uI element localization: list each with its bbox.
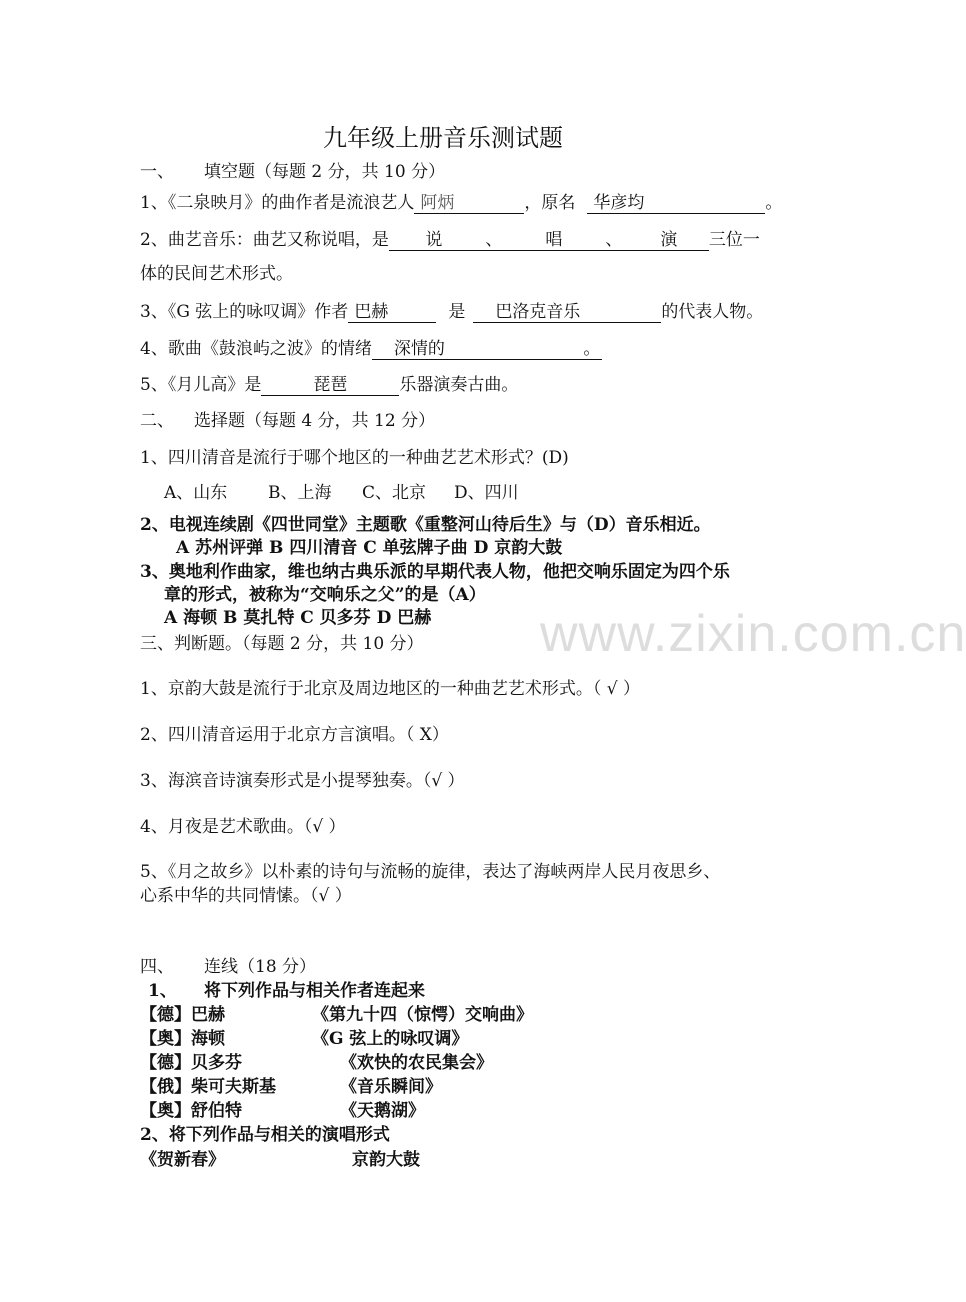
section-2-title: 选择题（每题 4 分，共 12 分） (194, 411, 436, 431)
answer-blank: 唱 (509, 230, 599, 251)
section-2-number: 二、 (140, 411, 174, 431)
answer-blank: 巴赫 (348, 302, 436, 323)
question-text: 2、曲艺音乐：曲艺又称说唱，是 (140, 230, 389, 250)
question-text: 5、《月儿高》是 (140, 375, 262, 395)
question-text: ，原名 (524, 193, 576, 213)
question-text: 3、《G 弦上的咏叹调》作者 (140, 302, 349, 322)
question-4-1-number: 1、 (148, 981, 177, 1001)
work-item: 《欢快的农民集会》 (340, 1053, 493, 1073)
question-2-3-options: A 海顿 B 莫扎特 C 贝多芬 D 巴赫 (164, 608, 432, 628)
question-1-3 (140, 302, 763, 323)
author-item: 【奥】舒伯特 (140, 1101, 242, 1121)
answer-blank: 琵琶 (261, 375, 399, 396)
question-2-3-line-2: 章的形式，被称为“交响乐之父”的是（A） (164, 585, 486, 605)
answer-blank: 阿炳 (414, 193, 524, 214)
question-text: 是 (448, 302, 466, 322)
question-1-4 (140, 339, 602, 360)
question-4-2-heading: 2、将下列作品与相关的演唱形式 (140, 1125, 390, 1145)
work-item: 《G 弦上的咏叹调》 (312, 1029, 469, 1049)
option-c: C、北京 (362, 483, 427, 503)
separator: 、 (599, 230, 629, 251)
question-text: 三位一 (708, 230, 760, 250)
question-1-2 (140, 230, 760, 251)
question-text: 的代表人物。 (661, 302, 764, 322)
work-item: 《音乐瞬间》 (340, 1077, 442, 1097)
watermark: www.zixin.com.cn (540, 605, 966, 663)
section-1-number: 一、 (140, 162, 174, 182)
option-b: B、上海 (268, 483, 332, 503)
section-4-heading (140, 957, 316, 977)
question-4-1-title: 将下列作品与相关作者连起来 (204, 981, 425, 1001)
question-1-2-continued: 体的民间艺术形式。 (140, 264, 293, 284)
question-3-1: 1、京韵大鼓是流行于北京及周边地区的一种曲艺艺术形式。（ √ ） (140, 679, 640, 699)
question-text: 1、《二泉映月》的曲作者是流浪艺人 (140, 193, 415, 213)
author-item: 【俄】柴可夫斯基 (140, 1077, 276, 1097)
option-d: D、四川 (454, 483, 519, 503)
question-2-1-options (164, 483, 519, 503)
author-item: 【德】贝多芬 (140, 1053, 242, 1073)
answer-blank: 说 (389, 230, 479, 251)
question-3-5-line-1: 5、《月之故乡》以朴素的诗句与流畅的旋律，表达了海峡两岸人民月夜思乡、 (140, 862, 721, 882)
question-3-5-line-2: 心系中华的共同情愫。（√ ） (140, 886, 352, 906)
work-item: 《第九十四（惊愕）交响曲》 (312, 1005, 533, 1025)
answer-blank: 深情的 (372, 339, 582, 360)
section-4-number: 四、 (140, 957, 174, 977)
section-2-heading (140, 411, 435, 431)
question-3-4: 4、月夜是艺术歌曲。（√ ） (140, 817, 346, 837)
question-2-3-line-1: 3、奥地利作曲家，维也纳古典乐派的早期代表人物，他把交响乐固定为四个乐 (140, 562, 730, 582)
question-2-2-options: A 苏州评弹 B 四川清音 C 单弦牌子曲 D 京韵大鼓 (176, 538, 563, 558)
separator: 、 (479, 230, 509, 251)
question-text: 。 (583, 339, 601, 359)
question-1-1 (140, 193, 782, 214)
performance-form-item: 京韵大鼓 (352, 1150, 420, 1170)
page-title: 九年级上册音乐测试题 (323, 124, 563, 152)
question-4-1-heading (148, 981, 425, 1001)
question-text: 乐器演奏古曲。 (399, 375, 519, 395)
section-3-heading: 三、判断题。（每题 2 分，共 10 分） (140, 634, 424, 654)
answer-blank: 演 (629, 230, 709, 251)
section-1-title: 填空题（每题 2 分，共 10 分） (204, 162, 446, 182)
author-item: 【德】巴赫 (140, 1005, 225, 1025)
question-2-1: 1、四川清音是流行于哪个地区的一种曲艺艺术形式？(D) (140, 448, 569, 468)
performance-work-item: 《贺新春》 (140, 1150, 225, 1170)
question-text: 。 (765, 193, 783, 213)
option-a: A、山东 (164, 483, 228, 503)
section-1-heading (140, 162, 445, 182)
question-text: 4、歌曲《鼓浪屿之波》的情绪 (140, 339, 372, 359)
answer-blank: 华彦均 (587, 193, 765, 214)
work-item: 《天鹅湖》 (340, 1101, 425, 1121)
answer-blank: 巴洛克音乐 (473, 302, 661, 323)
question-2-2: 2、电视连续剧《四世同堂》主题歌《重整河山待后生》与（D）音乐相近。 (140, 515, 711, 535)
question-3-3: 3、海滨音诗演奏形式是小提琴独奏。（√ ） (140, 771, 465, 791)
section-4-title: 连线（18 分） (204, 957, 317, 977)
question-1-5 (140, 375, 518, 396)
author-item: 【奥】海顿 (140, 1029, 225, 1049)
question-3-2: 2、四川清音运用于北京方言演唱。（ X） (140, 725, 449, 745)
